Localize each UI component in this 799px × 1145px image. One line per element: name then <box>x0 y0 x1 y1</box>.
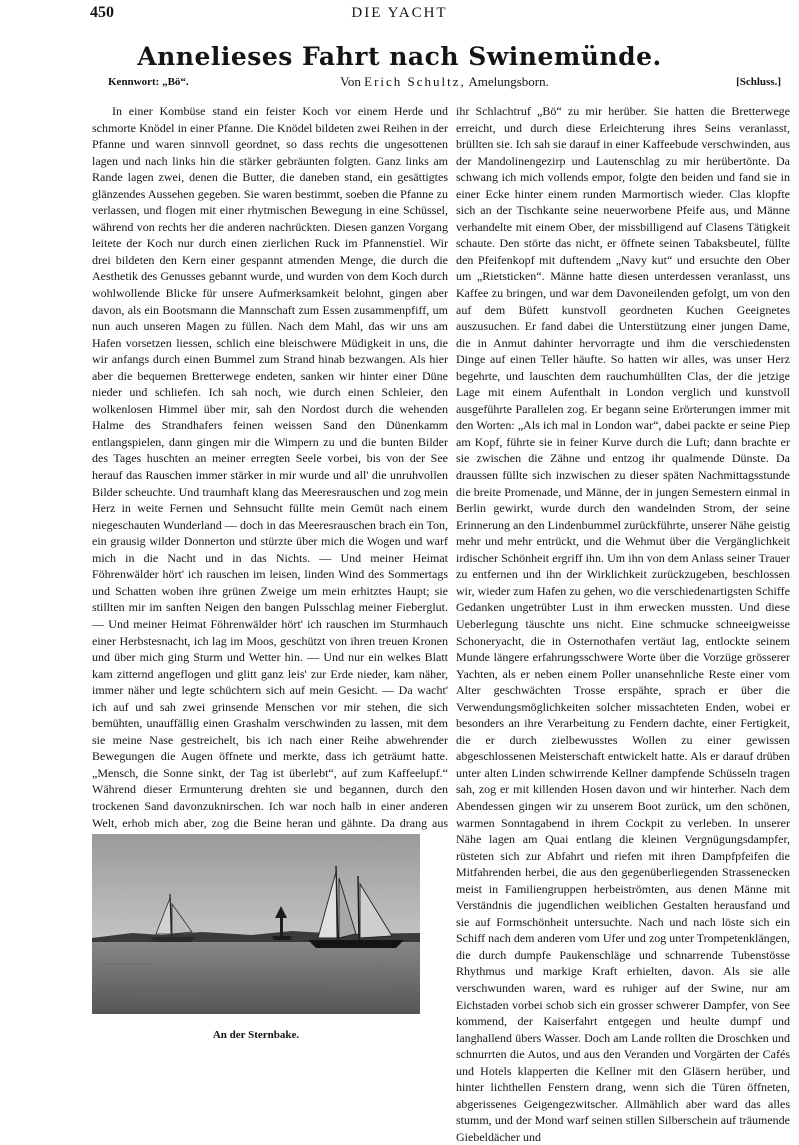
text-column-left <box>92 103 448 830</box>
sailing-ships-photo <box>92 834 420 1014</box>
photo-caption: An der Sternbake. <box>212 1029 300 1041</box>
text-column-right <box>456 103 790 1144</box>
author-name: Erich Schultz, <box>364 74 466 89</box>
photo-sea <box>92 938 420 1014</box>
continuation-tag: [Schluss.] <box>736 76 781 88</box>
page-number: 450 <box>90 4 114 21</box>
kennwort-label: Kennwort: „Bö“. <box>108 76 189 88</box>
body-paragraph-left: In einer Kombüse stand ein feister Koch vor einem Herde und schmorte Knödel in einer Pfanne. Die Knödel bildeten zwei Reihen in der Pfanne und waren sinnvoll geordnet, so dass rechts die ungesottenen lagen und nach links hin die stärker gebräunten folgten. Ganz links am Rande lagen zwei, denen die Butter, die daneben stand, ein gesättigtes glänzendes Aussehen gegeben. Sie waren bestimmt, soeben die Pfanne zu verlassen, und flogen mit einer rhytmischen Bewegung in eine Schüssel, während von rechts her die anderen nachrückten. Diesen ganzen Vorgang leitete der Koch nur durch einen zierlichen Ruck im Pfannenstiel. Wir drei bildeten den Kern einer gespannt atmenden Menge, die durch die Aesthetik des Genusses gebannt wurde, und wurden von dem Koch durch wohlwollende Blicke für unsere Aufmerksamkeit belohnt, gingen aber davon, als ein Bootsmann die Mannschaft zum Essen zusammenpfiff, um nun auch unseren Magen zu füllen. Nach dem Mahl, das wir uns am Hafen vorsetzen liessen, schlich eine bleischwere Müdigkeit in uns, die wir anfangs durch einen Bummel zum Strand hinab bezwangen. Als hier aber die bequemen Bretterwege endeten, sanken wir hinter einer Düne nieder und schliefen. Ich sah noch, wie durch einen Schleier, den wolkenlosen Himmel über mir, sah den Nordost durch die wehenden Halme des Strandhafers feinen weissen Sand den Dünenkamm entlangspielen, dann gingen mir die Wimpern zu und die bunten Bilder des Tages huschten an meiner erregten Seele vorbei, bis von der See herauf das Rauschen immer stärker in mir wurde und all' die unruhvollen Bilder scheuchte. Und traumhaft klang das Meeresrauschen und zog mein Herz in weite Fernen und Sehnsucht füllte mein Gemüt nach einem niegeschauten Wunderland — doch in das Meeresrauschen brach ein Ton, ein grausig wilder Donnerton und stürzte über mich die Wogen und warf mich in die Nacht und in das Nichts. — Und meiner Heimat Föhrenwälder hört' ich rauschen im leisen, linden Wind des Sommertags und Schatten woben ihre grünen Zweige um mein erhitztes Haupt; sie stillten mir im sanften Neigen den bangen Pulsschlag meiner Fieberglut. — Und meiner Heimat Föhrenwälder hört' ich rauschen im Sturmhauch einer Herbstesnacht, ich lag im Moos, geschützt von ihren treuen Kronen und über mich ging Sturm und Wetter hin. — Und nur ein welkes Blatt kam zitternd angeflogen und glitt ganz leis' zur Erde nieder, kam näher, immer näher und legte schüchtern sich auf mein Gesicht. — Da wacht' ich auf und sah zwei grinsende Menschen vor mir stehen, die sich bemühten, unauffällig einen Grashalm verschwinden zu lassen, mit dem sie meine Nase gestreichelt, bis ich nach einer Reihe abwehrender Bewegungen die Augen öffnete und merkte, dass ich geträumt hatte. „Mensch, die Sonne sinkt, der Tag ist überlebt“, auf zum Kaffeelupf.“ Während dieser Ermunterung drehten sie und begannen, durch den trockenen Sand davonzuknirschen. Ich war noch halb in einer anderen Welt, erhob mich aber, zog die Beine heran und gähnte. Da drang aus <box>92 104 448 830</box>
running-title: DIE YACHT <box>351 5 448 21</box>
article-meta <box>108 74 781 94</box>
article-title: Annelieses Fahrt nach Swinemünde. <box>137 42 662 71</box>
author-location: Amelungsborn. <box>465 74 549 89</box>
byline-prefix: Von <box>340 74 365 89</box>
byline <box>108 74 781 90</box>
body-paragraph-right: ihr Schlachtruf „Bö“ zu mir herüber. Sie hatten die Bretterwege erreicht, und durch diese Erleichterung ihres Seins veranlasst, brüllten sie. Ich sah sie darauf in einer Kaffeebude verschwinden, aus der Mandolinengezirp und Lautenschlag zu mir herübertönte. Da schwang ich mich vollends empor, folgte den beiden und fand sie in einer Ecke hinter einem runden Marmortisch wieder. Clas klopfte sich an der Tischkante seine neuerworbene Pfeife aus, und Männe verhandelte mit einem Ober, der missbilligend auf Clasens Tätigkeit schaute. Den störte das nicht, er öffnete seinen Tabaksbeutel, füllte den Pfeifenkopf mit duftendem „Navy kut“ und ersuchte den Ober um „Rietsticken“. Männe hatte diesen unterdessen veranlasst, uns Kaffee zu bringen, und war dem Davoneilenden gefolgt, um von den auf dem Büfett kunstvoll geordneten Kuchen Geeignetes auszusuchen. Er fand dabei die Unterstützung einer jungen Dame, die in Anmut dahinter hervorragte und ihm die verschiedensten Dinge auf einen Teller häufte. So hatten wir alles, was unser Herz begehrte, und lauschten dem rauchumhüllten Clas, der die jetzige Lage mit einem Aufenthalt in London verglich und kunstvoll ausgeführte Parallelen zog. Er begann seine Erörterungen immer mit den Worten: „Als ich mal in London war“, dabei packte er seine Piep am Kopf, führte sie in feiner Kurve durch die Luft; dann brachte er sie zwischen die Zähne und entzog ihr qualmende Dünste. Da draussen füllte sich inzwischen zu dieser späten Nachmittagsstunde die breite Promenade, und Männe, der in jungen Semestern einmal in Berlin gewirkt, wurde durch den wandelnden Strom, der seine Erinnerung an den Lindenbummel zurückführte, unserer Nähe geistig mehr und mehr entrückt, und die Wehmut über die Vergänglichkeit irdischer Schönheit ergriff ihn. Um ihn von dem Anlass seiner Trauer zu entfernen und ihn der Wirklichkeit zurückzugeben, beschlossen wir, wieder zum Hafen zu gehen, wo die verschiedenartigsten Schiffe Gedanken ungetrübter Lust in ihm erwecken mussten. Und diese Ueberlegung täuschte uns nicht. Eine schmucke schneeigweisse Schoneryacht, die in Osternothafen vertäut lag, entlockte seinem Munde längere erfahrungsschwere Worte über die Vorzüge grösserer Yachten, als er neben einem Poller unansehnliche Reste einer vom Alter geschwächten Trosse erspähte, sprach er über die Verwendungsmöglichkeiten solcher missachteten Enden, wobei er besonders an ihre Verarbeitung zu Fendern dachte, einer Fertigkeit, die er durch zielbewusstes Wollen zu einer gewissen abgeschlossenen Meisterschaft entwickelt hatte. Als er darauf drüben unter alten Linden schwirrende Kellner dampfende Schüsseln tragen sah, zog er mit killenden Hosen davon und wir hinterher. Nach dem Abendessen gingen wir zu unserem Boot zurück, um den schönen, warmen Sonntagabend in ihrem Cockpit zu verleben. In unserer Nähe lagen am Quai entlang die kleinen Vergnügungsdampfer, rüsteten sich zur Abfahrt und riefen mit ihren Dampfpfeifen die Mitfahrenden herbei, die aus den gegenüberliegenden Strassenecken meist in Familiengruppen herbeiströmten, aus denen Männe mit Verständnis die jugendlichen weiblichen Gestalten herausfand und sie auf Formschönheit untersuchte. Nach und nach löste sich ein Schiff nach dem anderen vom Ufer und zog unter Trompetenklängen, die durch dumpfe Paukenschläge und schnarrende Tubenstösse Rhythmus und markige Kraft erhielten, davon. Als sie alle verschwunden waren, ward es ruhiger auf der Swine, nur am Eichstaden vorbei schob sich ein grosser schwerer Dampfer, von See kommend, der Kaiserfahrt entgegen und heulte dumpf und langhallend übers Wasser. Doch am Lande rollten die Droschken und schnurrten die Autos, und aus den Veranden und Vorgärten der Cafés und Hotels klapperten die Kellner mit den Gläsern herüber, und hinter lichthellen Fenstern drang, wenn sich die Türen öffneten, abgerissenes Geigengezwitscher. Allmählich aber ward das alles stumm, und der Mond warf seinen stillen Silberschein auf träumende Giebeldächer und <box>456 104 790 1144</box>
